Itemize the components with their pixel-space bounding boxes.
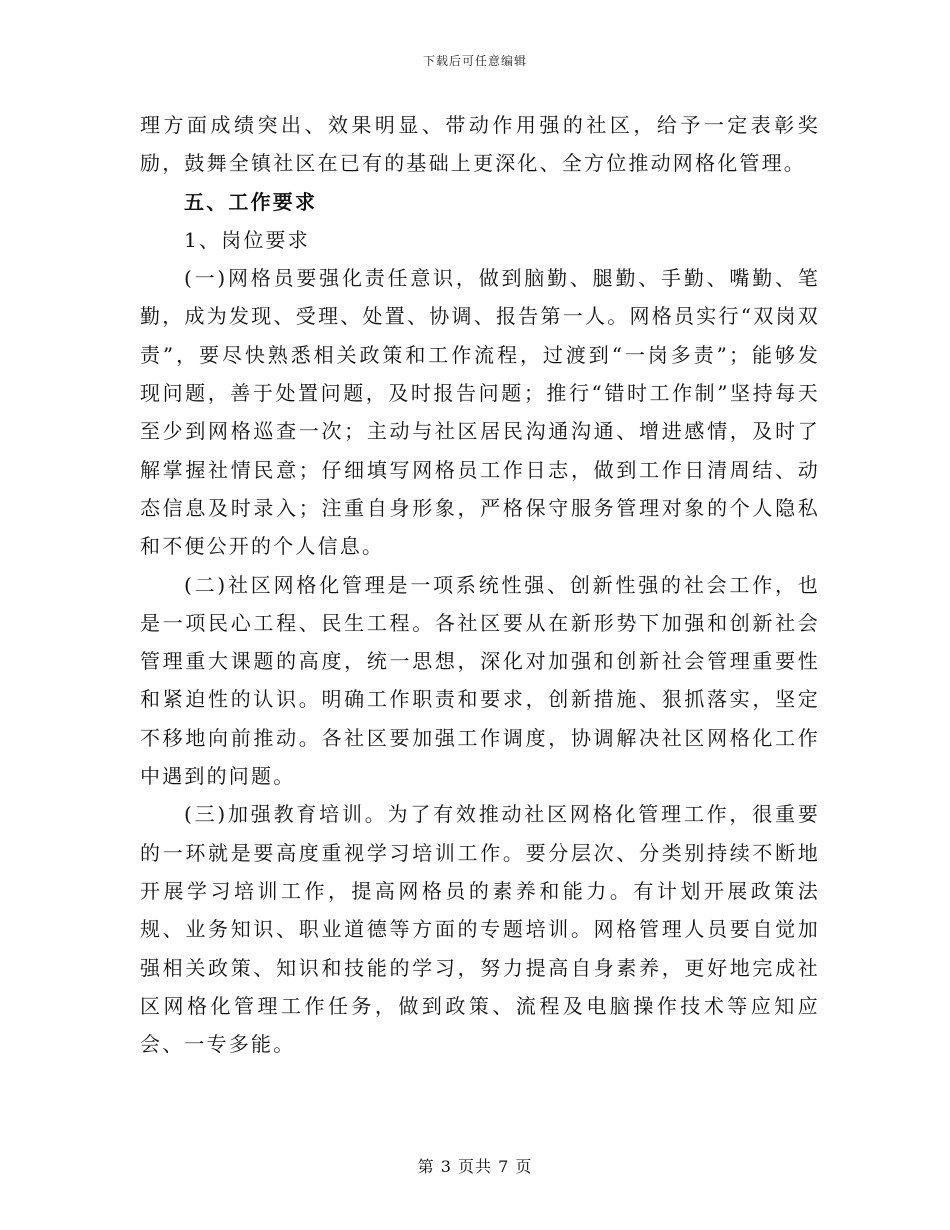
page-number: 第 3 页共 7 页 [417,1157,533,1176]
paragraph-item-2: (二)社区网格化管理是一项系统性强、创新性强的社会工作，也是一项民心工程、民生工程。各社区要从在新形势下加强和创新社会管理重大课题的高度，统一思想，深化对加强和创新社会管理重要性和紧迫性的认识。明确工作职责和要求，创新措施、狠抓落实，坚定不移地向前推动。各社区要加强工作调度，协调解决社区网格化工作中遇到的问题。 [140,572,820,789]
header-text: 下载后可任意编辑 [422,54,527,68]
subsection-heading: 1、岗位要求 [184,227,310,252]
section-heading: 五、工作要求 [184,189,318,214]
paragraph-continuation: 理方面成绩突出、效果明显、带动作用强的社区，给予一定表彰奖励，鼓舞全镇社区在已有的基础上更深化、全方位推动网格化管理。 [140,113,820,176]
page-footer [0,1154,950,1177]
paragraph-item-3: (三)加强教育培训。为了有效推动社区网格化管理工作，很重要的一环就是要高度重视学习培训工作。要分层次、分类别持续不断地开展学习培训工作，提高网格员的素养和能力。有计划开展政策法规、业务知识、职业道德等方面的专题培训。网格管理人员要自觉加强相关政策、知识和技能的学习，努力提高自身素养，更好地完成社区网格化管理工作任务，做到政策、流程及电脑操作技术等应知应会、一专多能。 [140,802,820,1057]
page-header [0,52,950,69]
paragraph-item-1: (一)网格员要强化责任意识，做到脑勤、腿勤、手勤、嘴勤、笔勤，成为发现、受理、处置、协调、报告第一人。网格员实行“双岗双责”，要尽快熟悉相关政策和工作流程，过渡到“一岗多责”；能够发现问题，善于处置问题，及时报告问题；推行“错时工作制”坚持每天至少到网格巡查一次；主动与社区居民沟通沟通、增进感情，及时了解掌握社情民意；仔细填写网格员工作日志，做到工作日清周结、动态信息及时录入；注重自身形象，严格保守服务管理对象的个人隐私和不便公开的个人信息。 [140,266,820,559]
document-body [140,106,820,1063]
